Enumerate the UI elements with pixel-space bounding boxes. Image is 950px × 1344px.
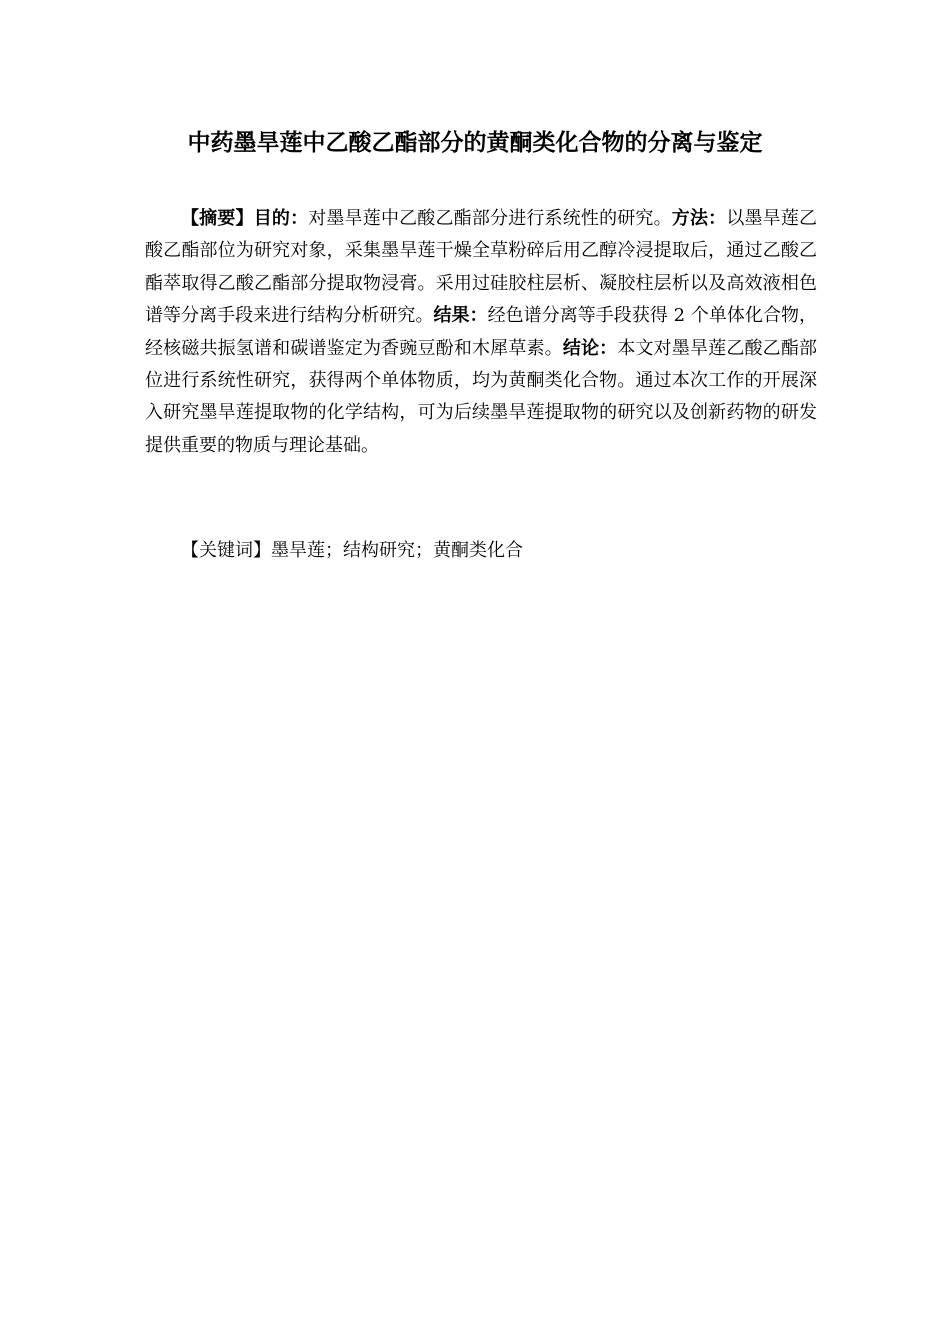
method-label: 方法： bbox=[671, 208, 727, 229]
abstract-paragraph bbox=[145, 203, 817, 462]
keywords-label: 【关键词】 bbox=[181, 540, 271, 561]
conclusion-text: 本文对墨旱莲乙酸乙酯部位进行系统性研究，获得两个单体物质，均为黄酮类化合物。通过本次工作的开展深入研究墨旱莲提取物的化学结构，可为后续墨旱莲提取物的研究以及创新药物的研发提供重要的物质与理论基础。 bbox=[145, 337, 818, 456]
keywords-paragraph bbox=[145, 535, 817, 567]
conclusion-label: 结论： bbox=[562, 337, 618, 359]
purpose-label: 目的： bbox=[253, 208, 309, 229]
method-text: 以墨旱莲乙酸乙酯部位为研究对象，采集墨旱莲干燥全草粉碎后用乙醇冷浸提取后，通过乙酸乙酯萃取得乙酸乙酯部分提取物浸膏。采用过硅胶柱层析、凝胶柱层析以及高效液相色谱等分离手段来进行结构分析研究。 bbox=[145, 208, 818, 327]
document-title: 中药墨旱莲中乙酸乙酯部分的黄酮类化合物的分离与鉴定 bbox=[187, 130, 763, 156]
purpose-text: 对墨旱莲中乙酸乙酯部分进行系统性的研究。 bbox=[308, 208, 672, 229]
keywords-text: 墨旱莲；结构研究；黄酮类化合 bbox=[271, 540, 523, 561]
result-label: 结果： bbox=[433, 305, 488, 327]
abstract-label: 【摘要】 bbox=[181, 208, 254, 229]
result-text: 经色谱分离等手段获得 2 个单体化合物，经核磁共振氢谱和碳谱鉴定为香豌豆酚和木犀草素。 bbox=[145, 305, 818, 359]
